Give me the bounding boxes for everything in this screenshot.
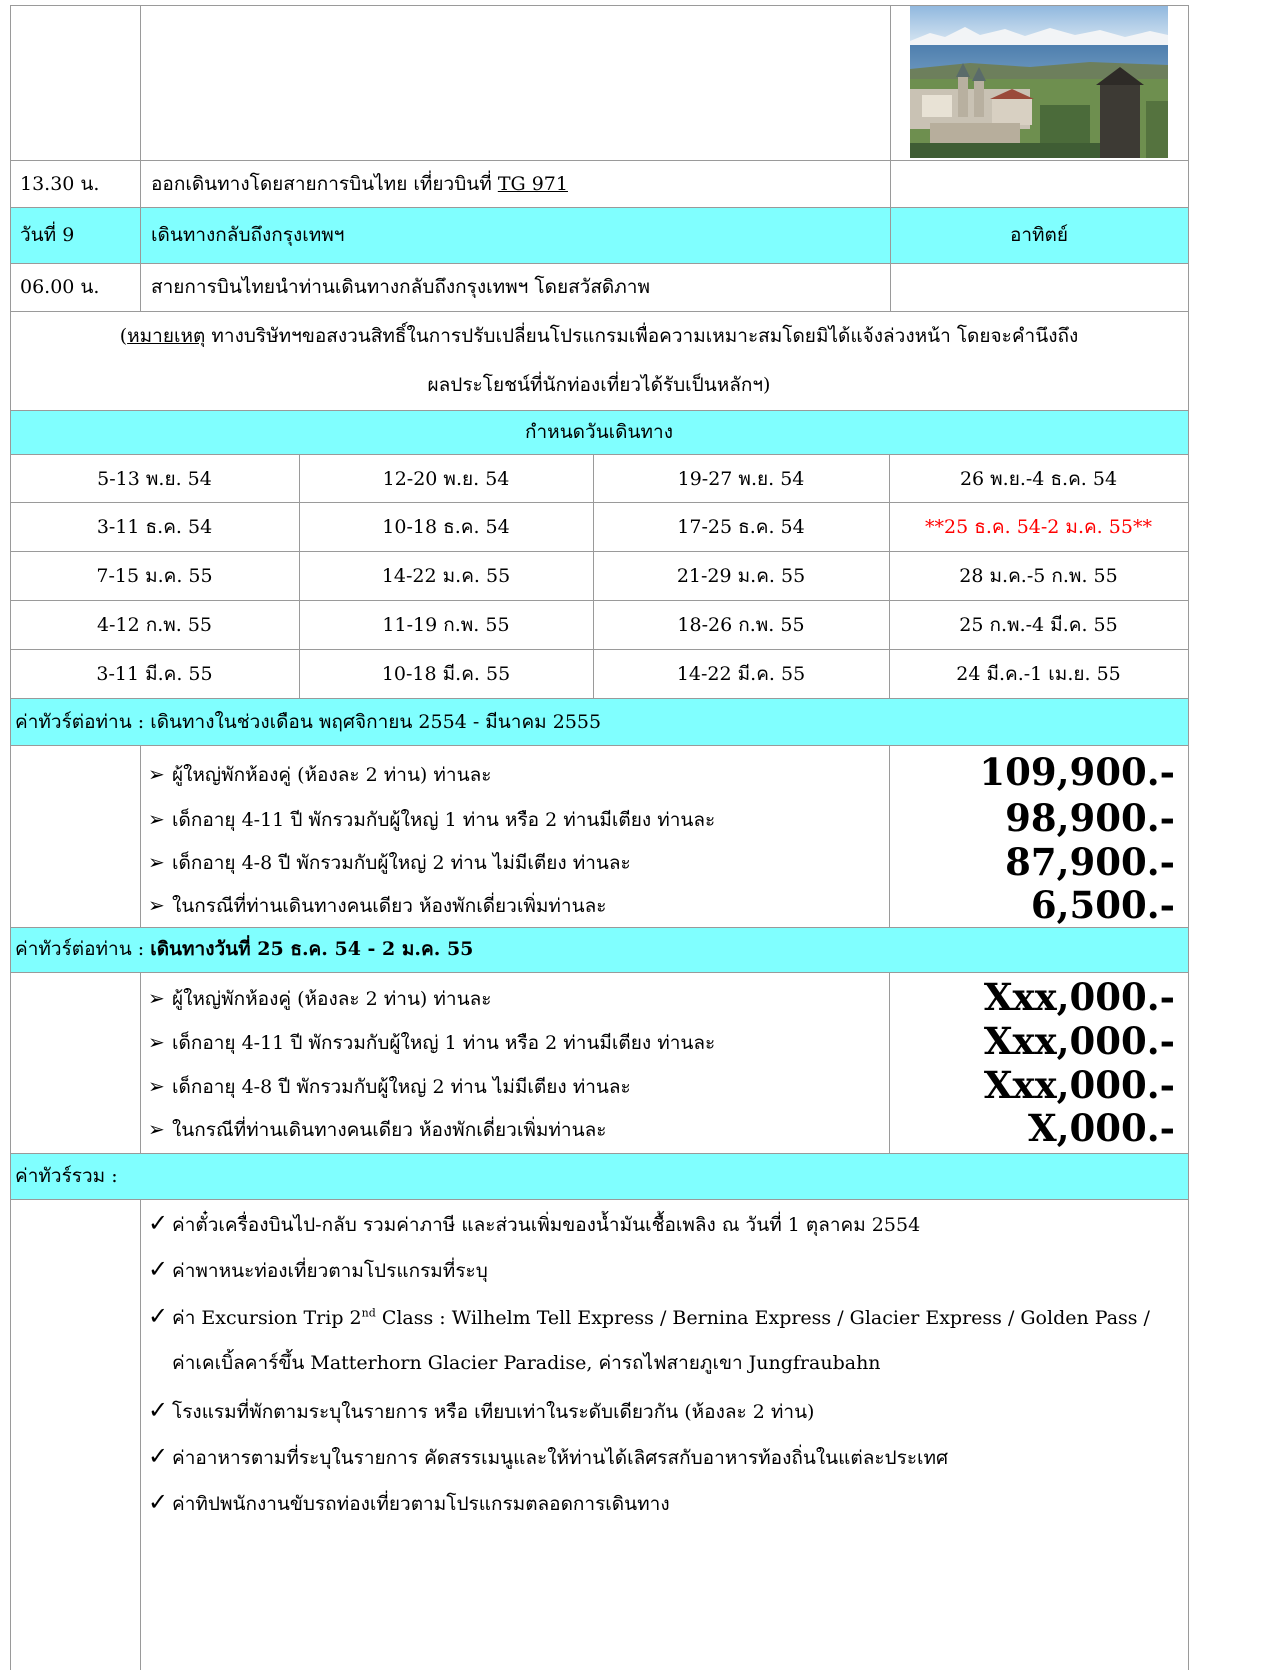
includes-item-text: ค่าทิปพนักงานขับรถท่องเที่ยวตามโปรแกรมตลอดการเดินทาง xyxy=(172,1493,670,1515)
price2-item xyxy=(148,1074,631,1099)
grid-line xyxy=(10,551,1188,552)
includes-item-text: โรงแรมที่พักตามระบุในรายการ หรือ เทียบเท่าในระดับเดียวกัน (ห้องละ 2 ท่าน) xyxy=(172,1401,815,1423)
includes-item-continuation: ค่าเคเบิ้ลคาร์ขึ้น Matterhorn Glacier Paradise, ค่ารถไฟสายภูเขา Jungfraubahn xyxy=(172,1352,881,1374)
arrow-bullet-icon: ➢ xyxy=(148,762,165,786)
schedule-cell: 12-20 พ.ย. 54 xyxy=(382,468,510,490)
note-line-1 xyxy=(10,324,1188,348)
price1-item xyxy=(148,807,715,832)
price-item-label: เด็กอายุ 4-8 ปี พักรวมกับผู้ใหญ่ 2 ท่าน ไม่มีเตียง ท่านละ xyxy=(172,852,631,874)
arrow-bullet-icon: ➢ xyxy=(148,850,165,874)
schedule-cell: 19-27 พ.ย. 54 xyxy=(677,468,805,490)
grid-line xyxy=(140,745,141,927)
schedule-cell-highlight: **25 ธ.ค. 54-2 ม.ค. 55** xyxy=(925,516,1152,538)
price2-item xyxy=(148,986,491,1011)
note-line-2: ผลประโยชน์ที่นักท่องเที่ยวได้รับเป็นหลักฯ) xyxy=(427,374,771,396)
flight-description xyxy=(151,172,568,196)
arrow-bullet-icon: ➢ xyxy=(148,1074,165,1098)
grid-line xyxy=(10,972,1188,973)
price1-value: 109,900.- xyxy=(979,750,1175,794)
grid-line xyxy=(10,502,1188,503)
price2-value: Xxx,000.- xyxy=(983,1019,1175,1063)
price2-header xyxy=(15,937,473,961)
includes-item-text: ค่าพาหนะท่องเที่ยวตามโปรแกรมที่ระบุ xyxy=(172,1260,488,1282)
includes-item-text: ค่าอาหารตามที่ระบุในรายการ คัดสรรเมนูและให้ท่านได้เลิศรสกับอาหารท้องถิ่นในแต่ละประเทศ xyxy=(172,1447,949,1469)
includes-item xyxy=(148,1444,948,1470)
arrow-bullet-icon: ➢ xyxy=(148,986,165,1010)
check-icon: ✓ xyxy=(148,1488,169,1516)
note-open-paren: ( xyxy=(119,325,128,347)
price1-header-main: เดินทางในช่วงเดือน พฤศจิกายน 2554 - มีนาคม 2555 xyxy=(150,711,602,733)
grid-line xyxy=(140,5,141,311)
arrow-bullet-icon: ➢ xyxy=(148,1117,165,1141)
includes-header-band xyxy=(10,1153,1188,1199)
schedule-cell: 3-11 มี.ค. 55 xyxy=(96,663,213,685)
grid-line xyxy=(10,410,1188,411)
day9-label: วันที่ 9 xyxy=(20,224,75,246)
grid-line xyxy=(10,207,1188,208)
includes-item xyxy=(148,1211,920,1237)
price2-value: Xxx,000.- xyxy=(983,975,1175,1019)
grid-line xyxy=(10,5,1188,6)
grid-line xyxy=(890,5,891,311)
price1-value: 87,900.- xyxy=(1005,840,1175,884)
grid-line xyxy=(10,263,1188,264)
check-icon: ✓ xyxy=(148,1209,169,1237)
schedule-cell: 5-13 พ.ย. 54 xyxy=(97,468,212,490)
ordinal-suffix: nd xyxy=(361,1306,376,1320)
price-item-label: เด็กอายุ 4-11 ปี พักรวมกับผู้ใหญ่ 1 ท่าน หรือ 2 ท่านมีเตียง ท่านละ xyxy=(172,809,716,831)
grid-line xyxy=(10,1153,1188,1154)
note-label: หมายเหตุ xyxy=(127,325,206,347)
price-item-label: เด็กอายุ 4-8 ปี พักรวมกับผู้ใหญ่ 2 ท่าน ไม่มีเตียง ท่านละ xyxy=(172,1076,631,1098)
price1-item xyxy=(148,893,606,918)
schedule-cell: 28 ม.ค.-5 ก.พ. 55 xyxy=(959,565,1118,587)
price1-item xyxy=(148,850,631,875)
schedule-cell: 4-12 ก.พ. 55 xyxy=(96,614,213,636)
flight-time: 13.30 น. xyxy=(20,173,100,195)
check-icon: ✓ xyxy=(148,1396,169,1424)
price2-header-prefix: ค่าทัวร์ต่อท่าน : xyxy=(15,938,151,960)
check-icon: ✓ xyxy=(148,1302,169,1330)
price2-item xyxy=(148,1117,606,1142)
includes-item-text: ค่าตั๋วเครื่องบินไป-กลับ รวมค่าภาษี และส่วนเพิ่มของน้ำมันเชื้อเพลิง ณ วันที่ 1 ตุลาคม 2554 xyxy=(172,1214,921,1236)
schedule-cell: 18-26 ก.พ. 55 xyxy=(677,614,805,636)
includes-item xyxy=(148,1398,814,1424)
grid-line xyxy=(10,745,1188,746)
grid-line xyxy=(10,600,1188,601)
check-icon: ✓ xyxy=(148,1255,169,1283)
includes-item xyxy=(148,1257,488,1283)
flight-number: TG 971 xyxy=(497,173,568,195)
check-icon: ✓ xyxy=(148,1442,169,1470)
price1-item xyxy=(148,762,491,787)
price-item-label: ในกรณีที่ท่านเดินทางคนเดียว ห้องพักเดี่ยวเพิ่มท่านละ xyxy=(172,895,607,917)
schedule-cell: 17-25 ธ.ค. 54 xyxy=(677,516,805,538)
schedule-cell: 21-29 ม.ค. 55 xyxy=(676,565,806,587)
price2-value: X,000.- xyxy=(1027,1106,1175,1150)
grid-line xyxy=(10,5,11,1670)
grid-line xyxy=(10,698,1188,699)
schedule-cell: 14-22 มี.ค. 55 xyxy=(676,663,806,685)
price-item-label: เด็กอายุ 4-11 ปี พักรวมกับผู้ใหญ่ 1 ท่าน หรือ 2 ท่านมีเตียง ท่านละ xyxy=(172,1032,716,1054)
schedule-cell: 7-15 ม.ค. 55 xyxy=(96,565,213,587)
grid-line xyxy=(10,454,1188,455)
landscape-photo-image xyxy=(910,5,1168,158)
grid-line xyxy=(10,927,1188,928)
includes-header: ค่าทัวร์รวม : xyxy=(15,1165,118,1187)
return-time: 06.00 น. xyxy=(20,276,100,298)
schedule-cell: 14-22 ม.ค. 55 xyxy=(381,565,511,587)
price1-value: 6,500.- xyxy=(1030,883,1175,927)
price2-header-main: เดินทางวันที่ 25 ธ.ค. 54 - 2 ม.ค. 55 xyxy=(150,938,474,960)
schedule-cell: 26 พ.ย.-4 ธ.ค. 54 xyxy=(959,468,1118,490)
grid-line xyxy=(140,1199,141,1670)
price-item-label: ในกรณีที่ท่านเดินทางคนเดียว ห้องพักเดี่ยวเพิ่มท่านละ xyxy=(172,1119,607,1141)
flight-text: ออกเดินทางโดยสายการบินไทย เที่ยวบินที่ xyxy=(151,173,498,195)
schedule-cell: 25 ก.พ.-4 มี.ค. 55 xyxy=(959,614,1118,636)
includes-item xyxy=(148,1490,670,1516)
price1-header-prefix: ค่าทัวร์ต่อท่าน : xyxy=(15,711,151,733)
price1-header xyxy=(15,710,601,734)
note-text-1: ทางบริษัทฯขอสงวนสิทธิ์ในการปรับเปลี่ยนโปรแกรมเพื่อความเหมาะสมโดยมิได้แจ้งล่วงหน้า โดยจะคำนึงถึง xyxy=(205,325,1079,347)
includes-item-text: Class : Wilhelm Tell Express / Bernina Express / Glacier Express / Golden Pass / xyxy=(375,1307,1150,1329)
schedule-cell: 3-11 ธ.ค. 54 xyxy=(96,516,213,538)
grid-line xyxy=(1188,5,1189,1670)
schedule-cell: 24 มี.ค.-1 เม.ย. 55 xyxy=(956,663,1121,685)
arrow-bullet-icon: ➢ xyxy=(148,893,165,917)
price-item-label: ผู้ใหญ่พักห้องคู่ (ห้องละ 2 ท่าน) ท่านละ xyxy=(172,988,492,1010)
grid-line xyxy=(140,972,141,1153)
grid-line xyxy=(10,649,1188,650)
price-item-label: ผู้ใหญ่พักห้องคู่ (ห้องละ 2 ท่าน) ท่านละ xyxy=(172,764,492,786)
day9-weekday: อาทิตย์ xyxy=(1009,224,1069,246)
grid-line xyxy=(10,1199,1188,1200)
price1-value: 98,900.- xyxy=(1005,796,1175,840)
price2-value: Xxx,000.- xyxy=(983,1063,1175,1107)
schedule-cell: 10-18 มี.ค. 55 xyxy=(381,663,511,685)
includes-item xyxy=(148,1304,1150,1330)
price2-item xyxy=(148,1030,715,1055)
includes-item-text: ค่า Excursion Trip 2 xyxy=(172,1307,362,1329)
schedule-header: กำหนดวันเดินทาง xyxy=(525,421,673,443)
grid-line xyxy=(10,160,1188,161)
schedule-cell: 10-18 ธ.ค. 54 xyxy=(382,516,510,538)
landscape-photo xyxy=(910,5,1168,158)
return-description: สายการบินไทยนำท่านเดินทางกลับถึงกรุงเทพฯ โดยสวัสดิภาพ xyxy=(151,276,650,298)
grid-line xyxy=(10,311,1188,312)
schedule-cell: 11-19 ก.พ. 55 xyxy=(382,614,510,636)
arrow-bullet-icon: ➢ xyxy=(148,807,165,831)
day9-title: เดินทางกลับถึงกรุงเทพฯ xyxy=(151,224,345,246)
arrow-bullet-icon: ➢ xyxy=(148,1030,165,1054)
